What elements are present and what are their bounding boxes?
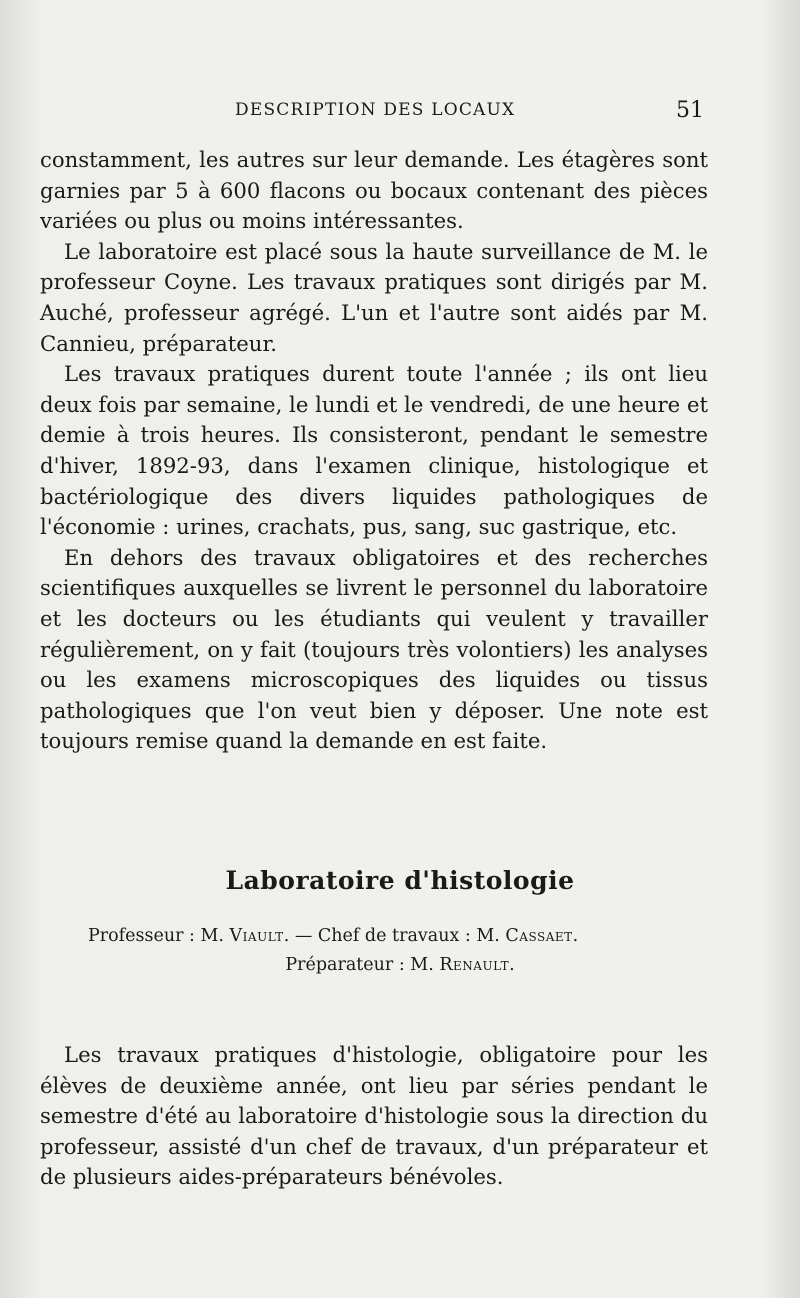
- page-number: 51: [676, 98, 704, 123]
- paragraph: Les travaux pratiques durent toute l'année ; ils ont lieu deux fois par semaine, le lundi et le vendredi, de une heure et demie à trois heures. Ils consisteront, pendant le semestre d'hiver, 1892-93, dans l'examen clinique, histologique et bactériologique des divers liquides pathologiques de l'économie : urines, crachats, pus, sang, suc gastrique, etc.: [40, 361, 708, 540]
- paragraph: Les travaux pratiques d'histologie, obligatoire pour les élèves de deuxième année, ont lieu par séries pendant le semestre d'été au laboratoire d'histologie sous la direction du professeur, assisté d'un chef de travaux, d'un préparateur et de plusieurs aides-préparateurs bénévoles.: [40, 1042, 708, 1190]
- running-head-title: DESCRIPTION DES LOCAUX: [235, 100, 516, 120]
- staff-text: Professeur : M.: [88, 926, 230, 946]
- staff-text: .: [572, 926, 579, 946]
- section-heading: Laboratoire d'histologie: [225, 866, 575, 895]
- text-block-lower: [40, 1040, 708, 1193]
- running-head: [0, 98, 800, 128]
- paragraph: Le laboratoire est placé sous la haute surveillance de M. le professeur Coyne. Les travaux pratiques sont dirigés par M. Auché, professeur agrégé. L'un et l'autre sont aidés par M. Cannieu, préparateur.: [40, 238, 708, 356]
- paragraph: constamment, les autres sur leur demande. Les étagères sont garnies par 5 à 600 flacons ou bocaux contenant des pièces variées ou plus ou moins intéressantes.: [40, 147, 708, 234]
- staff-text: .: [509, 955, 515, 975]
- staff-text: . — Chef de travaux : M.: [283, 926, 506, 946]
- staff-name-preparateur: Renault: [439, 955, 510, 975]
- paragraph: En dehors des travaux obligatoires et des recherches scientifiques auxquelles se livrent le personnel du laboratoire et les docteurs ou les étudiants qui veulent y travailler régulièrement, on y fait (toujours très volontiers) les analyses ou les examens microscopiques des liquides ou tissus pathologiques que l'on veut bien y déposer. Une note est toujours remise quand la demande en est faite.: [40, 544, 708, 754]
- staff-name-professor: Viault: [229, 926, 284, 946]
- staff-text: Préparateur : M.: [285, 955, 440, 975]
- staff-name-chef: Cassaet: [505, 926, 573, 946]
- text-block-upper: [40, 145, 708, 757]
- staff-line-2: [0, 955, 800, 975]
- staff-line-1: [88, 926, 728, 946]
